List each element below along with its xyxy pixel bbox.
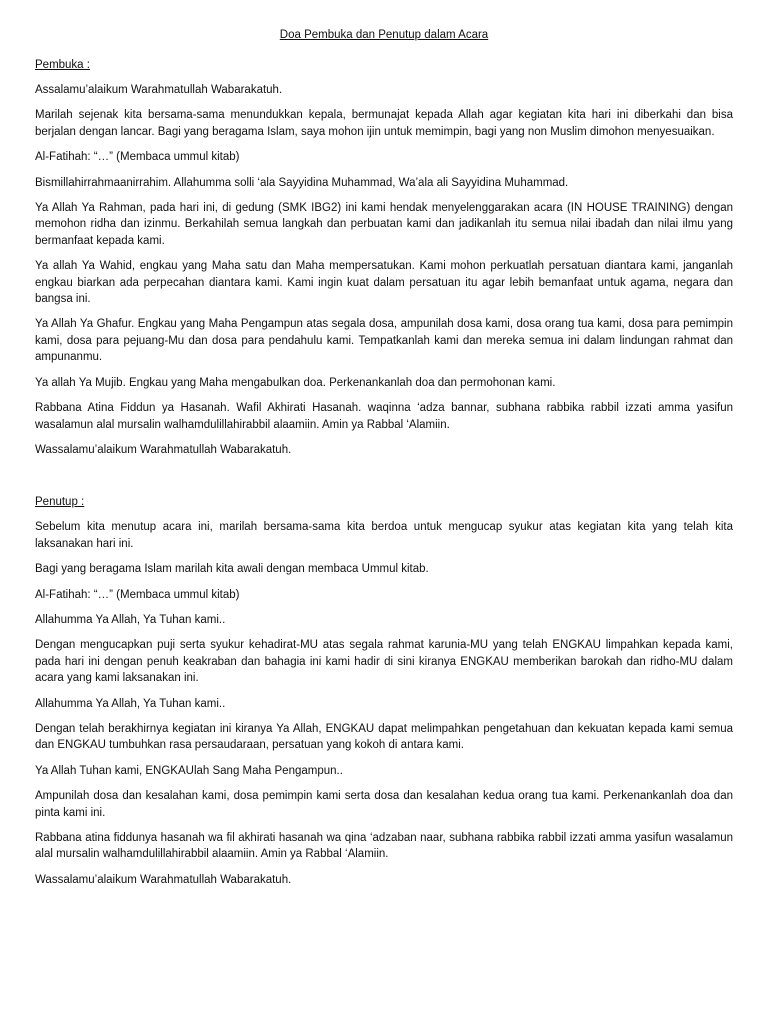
- pembuka-paragraph: Rabbana Atina Fiddun ya Hasanah. Wafil Akhirati Hasanah. waqinna ‘adza bannar, subhana rabbika rabbil izzati amma yasifun wasalamun alal mursalin walhamdulillahirabbil alaamiin. Amin ya Rabbal ‘Alamiin.: [35, 402, 733, 431]
- pembuka-paragraph: Ya Allah Ya Rahman, pada hari ini, di gedung (SMK IBG2) ini kami hendak menyelenggarakan acara (IN HOUSE TRAINING) dengan memohon ridha dan izinmu. Berkahilah semua langkah dan perbuatan kami dan jadikanlah itu semua nilai ibadah dan nilai ilmu yang bermanfaat kepada kami.: [35, 202, 733, 247]
- penutup-paragraph: Ampunilah dosa dan kesalahan kami, dosa pemimpin kami serta dosa dan kesalahan kedua orang tua kami. Perkenankanlah doa dan pinta kami ini.: [35, 790, 733, 819]
- penutup-paragraph: Dengan mengucapkan puji serta syukur kehadirat-MU atas segala rahmat karunia-MU yang telah ENGKAU limpahkan kepada kami, pada hari ini dengan penuh keakraban dan bahagia ini kami hadir di sini kiranya ENGKAU memberikan barokah dan ridho-MU dalam acara yang kami laksanakan ini.: [35, 639, 733, 685]
- penutup-section: [35, 494, 733, 888]
- penutup-paragraph: Allahumma Ya Allah, Ya Tuhan kami..: [35, 697, 226, 710]
- pembuka-paragraph: Wassalamu’alaikum Warahmatullah Wabarakatuh.: [35, 443, 292, 456]
- penutup-paragraph: Allahumma Ya Allah, Ya Tuhan kami..: [35, 613, 226, 626]
- pembuka-paragraph: Al-Fatihah: “…” (Membaca ummul kitab): [35, 151, 240, 164]
- pembuka-heading: Pembuka :: [35, 59, 90, 71]
- penutup-heading: Penutup :: [35, 496, 85, 509]
- document-page: [35, 27, 733, 897]
- pembuka-paragraph: Marilah sejenak kita bersama-sama menundukkan kepala, bermunajat kepada Allah agar kegiatan kita hari ini diberkahi dan bisa berjalan dengan lancar. Bagi yang beragama Islam, saya mohon ijin untuk memimpin, bagi yang non Muslim dimohon menyesuaikan.: [35, 109, 733, 138]
- pembuka-paragraph: Ya allah Ya Mujib. Engkau yang Maha mengabulkan doa. Perkenankanlah doa dan permohonan kami.: [35, 376, 556, 389]
- pembuka-paragraph: Ya allah Ya Wahid, engkau yang Maha satu dan Maha mempersatukan. Kami mohon perkuatlah persatuan diantara kami, janganlah engkau biarkan ada perpecahan diantara kami. Kami ingin kuat dalam persatuan itu agar lebih bemanfaat untuk agama, negara dan bangsa ini.: [35, 260, 733, 306]
- pembuka-paragraph: Bismillahirrahmaanirrahim. Allahumma solli ‘ala Sayyidina Muhammad, Wa’ala ali Sayyidina Muhammad.: [35, 176, 569, 189]
- penutup-paragraph: Al-Fatihah: “…” (Membaca ummul kitab): [35, 588, 240, 601]
- penutup-paragraph: Rabbana atina fiddunya hasanah wa fil akhirati hasanah wa qina ‘adzaban naar, subhana rabbika rabbil izzati amma yasifun wasalamun alal mursalin walhamdulillahirabbil alaamiin. Amin ya Rabbal ‘Alamiin.: [35, 832, 733, 861]
- section-spacer: [35, 467, 733, 494]
- penutup-paragraph: Dengan telah berakhirnya kegiatan ini kiranya Ya Allah, ENGKAU dapat melimpahkan pengetahuan dan kekuatan kepada kami semua dan ENGKAU tumbuhkan rasa persaudaraan, persatuan yang kokoh di antara kami.: [35, 722, 733, 752]
- document-title: Doa Pembuka dan Penutup dalam Acara: [279, 29, 489, 41]
- penutup-paragraph: Ya Allah Tuhan kami, ENGKAUlah Sang Maha Pengampun..: [35, 764, 343, 777]
- penutup-paragraph: Sebelum kita menutup acara ini, marilah bersama-sama kita berdoa untuk mengucap syukur atas kegiatan kita yang telah kita laksanakan hari ini.: [35, 521, 733, 550]
- penutup-paragraph: Bagi yang beragama Islam marilah kita awali dengan membaca Ummul kitab.: [35, 563, 429, 576]
- penutup-paragraph: Wassalamu’alaikum Warahmatullah Wabarakatuh.: [35, 873, 292, 886]
- pembuka-paragraph: Ya Allah Ya Ghafur. Engkau yang Maha Pengampun atas segala dosa, ampunilah dosa kami, dosa orang tua kami, dosa para pemimpin kami, dosa para pejuang-Mu dan dosa para pendahulu kami. Tempatkanlah kami dan mereka semua ini dalam lindungan rahmat dan ampunanmu.: [35, 318, 733, 364]
- pembuka-paragraph: Assalamu’alaikum Warahmatullah Wabarakatuh.: [35, 84, 283, 96]
- pembuka-section: [35, 57, 733, 458]
